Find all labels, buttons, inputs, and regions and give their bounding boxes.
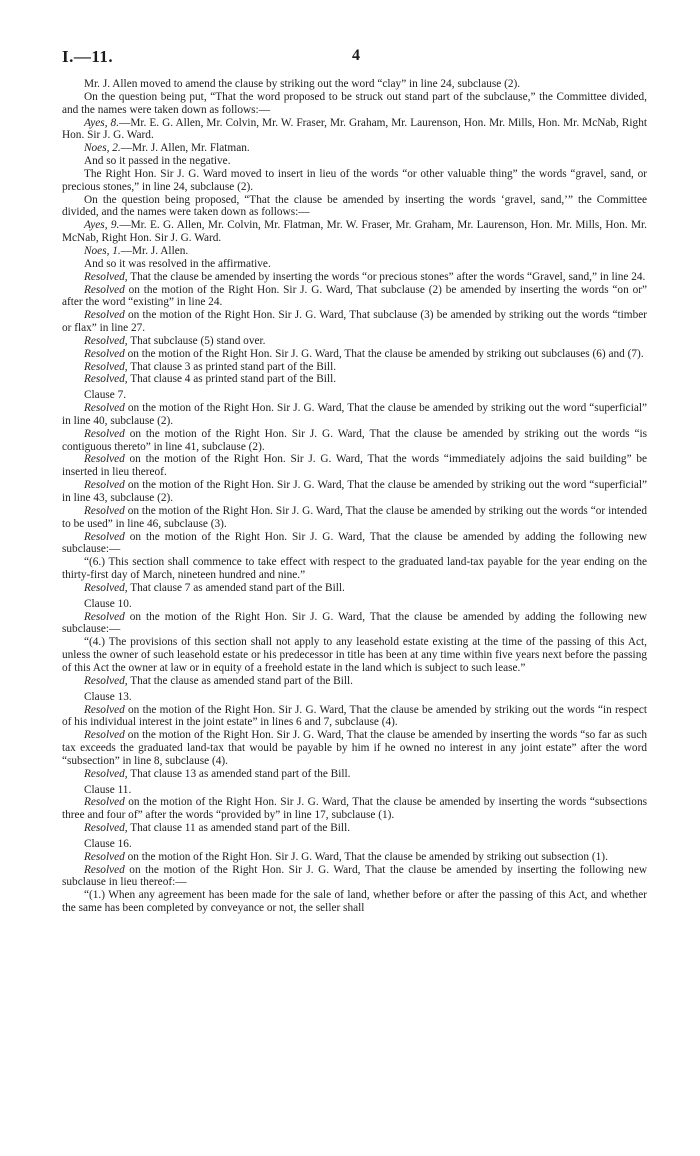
minute-paragraph (62, 768, 647, 781)
paragraph-text: on the motion of the Right Hon. Sir J. G. Ward, That the clause be amended by striking out the word “superficial” in line 40, subclause (2). (62, 402, 647, 427)
minute-paragraph (62, 704, 647, 730)
minute-paragraph (62, 582, 647, 595)
minute-paragraph (62, 402, 647, 428)
minute-paragraph (62, 453, 647, 479)
paragraph-text: on the motion of the Right Hon. Sir J. G. Ward, That the clause be amended by adding the following new subclause:— (62, 610, 647, 636)
paragraph-lead: Resolved (84, 453, 125, 466)
minute-paragraph (62, 505, 647, 531)
paragraph-text: on the motion of the Right Hon. Sir J. G. Ward, That the clause be amended by inserting the words “so far as such tax exceeds the graduated land-tax that would be payable by him if he owned no interest in any joint estate” after the word “subsection” in line 8, subclause (4). (62, 729, 647, 767)
paragraph-text: on the motion of the Right Hon. Sir J. G. Ward, That the clause be amended by striking out the words “is contiguous thereto” in line 41, subclause (2). (62, 427, 647, 453)
minute-paragraph (62, 142, 647, 155)
paragraph-lead: Resolved, (84, 674, 128, 687)
paragraph-lead: Resolved (84, 703, 125, 716)
paragraph-text: on the motion of the Right Hon. Sir J. G. Ward, That the clause be amended by striking out the word “superficial” in line 43, subclause (2). (62, 479, 647, 504)
document-body (62, 78, 647, 915)
clause-heading: Clause 13. (84, 690, 132, 703)
paragraph-text: —Mr. J. Allen, Mr. Flatman. (120, 142, 250, 155)
paragraph-lead: Noes, 2. (84, 142, 121, 155)
clause-heading: Clause 10. (84, 597, 132, 610)
document-reference: I.—11. (62, 47, 114, 66)
clause-heading: Clause 16. (84, 837, 132, 850)
paragraph-text: on the motion of the Right Hon. Sir J. G. Ward, That the clause be amended by inserting the following new subclause in lieu thereof:— (62, 863, 647, 889)
minute-paragraph: On the question being proposed, “That the clause be amended by inserting the words ‘gravel, sand,’” the Committee divided, and the names were taken down as follows:— (62, 193, 647, 219)
minute-paragraph (62, 428, 647, 454)
paragraph-text: That clause 11 as amended stand part of the Bill. (127, 822, 351, 835)
paragraph-lead: Resolved (84, 479, 125, 492)
paragraph-lead: Resolved, (84, 373, 128, 386)
paragraph-lead: Resolved (84, 863, 125, 876)
page-header (62, 47, 650, 71)
minute-paragraph: On the question being put, “That the word proposed to be struck out stand part of the subclause,” the Committee divided, and the names were taken down as follows:— (62, 90, 647, 116)
paragraph-lead: Resolved (84, 729, 125, 742)
paragraph-text: That clause 4 as printed stand part of the Bill. (127, 373, 337, 386)
minute-paragraph (62, 245, 647, 258)
minute-paragraph (62, 531, 647, 557)
minute-paragraph: “(4.) The provisions of this section shall not apply to any leasehold estate existing at the time of the passing of this Act, unless the owner of such leasehold estate or his predecessor in title has been at any time within five years next before the passing of this Act the owner at law or in equity of a freehold estate in the land which is subject to such lease.” (62, 636, 647, 674)
paragraph-lead: Resolved (84, 283, 125, 296)
paragraph-lead: Resolved, (84, 822, 128, 835)
paragraph-text: —Mr. E. G. Allen, Mr. Colvin, Mr. W. Fraser, Mr. Graham, Mr. Laurenson, Hon. Mr. Mills, Hon. Mr. McNab, Right Hon. Sir J. G. Ward. (62, 116, 647, 142)
minute-paragraph (62, 348, 647, 361)
paragraph-text: on the motion of the Right Hon. Sir J. G. Ward, That the clause be amended by striking out the words “or intended to be used” in line 46, subclause (3). (62, 504, 647, 530)
paragraph-text: on the motion of the Right Hon. Sir J. G. Ward, That the clause be amended by striking out subclauses (6) and (7). (124, 347, 644, 360)
paragraph-text: on the motion of the Right Hon. Sir J. G. Ward, That subclause (2) be amended by inserting the words “on or” after the word “existing” in line 24. (62, 283, 647, 309)
paragraph-lead: Resolved (84, 850, 125, 863)
paragraph-text: That subclause (5) stand over. (127, 334, 266, 347)
paragraph-lead: Ayes, 8. (84, 116, 120, 129)
paragraph-lead: Resolved, (84, 581, 128, 594)
minute-paragraph: “(1.) When any agreement has been made for the sale of land, whether before or after the passing of this Act, and whether the same has been completed by conveyance or not, the seller shall (62, 889, 647, 915)
minute-paragraph: And so it was resolved in the affirmative. (84, 257, 271, 270)
minute-paragraph: The Right Hon. Sir J. G. Ward moved to insert in lieu of the words “or other valuable thing” the words “gravel, sand, or precious stones,” in line 24, subclause (2). (62, 167, 647, 193)
paragraph-text: —Mr. E. G. Allen, Mr. Colvin, Mr. Flatman, Mr. W. Fraser, Mr. Graham, Mr. Laurenson, Hon. Mr. Mills, Hon. Mr. McNab, Right Hon. Sir J. G. Ward. (62, 219, 647, 245)
paragraph-text: —Mr. J. Allen. (120, 244, 189, 257)
minute-paragraph (62, 309, 647, 335)
paragraph-text: That clause 7 as amended stand part of the Bill. (127, 581, 345, 594)
paragraph-lead: Resolved (84, 530, 125, 543)
clause-heading: Clause 7. (84, 389, 127, 402)
paragraph-text: on the motion of the Right Hon. Sir J. G. Ward, That the clause be amended by adding the following new subclause:— (62, 530, 647, 556)
minute-paragraph: And so it passed in the negative. (84, 155, 231, 168)
minute-paragraph: Mr. J. Allen moved to amend the clause by striking out the word “clay” in line 24, subclause (2). (84, 78, 521, 90)
minute-paragraph (62, 271, 647, 284)
paragraph-lead: Resolved (84, 610, 125, 623)
paragraph-lead: Resolved (84, 504, 125, 517)
paragraph-text: on the motion of the Right Hon. Sir J. G. Ward, That subclause (3) be amended by striking out the words “timber or flax” in line 27. (62, 309, 647, 335)
paragraph-lead: Resolved (84, 347, 125, 360)
minute-paragraph (62, 335, 647, 348)
paragraph-text: That clause 13 as amended stand part of the Bill. (127, 767, 351, 780)
paragraph-lead: Resolved (84, 309, 125, 322)
paragraph-lead: Resolved, (84, 767, 128, 780)
paragraph-lead: Resolved, (84, 270, 128, 283)
minute-paragraph (62, 373, 647, 386)
minute-paragraph: “(6.) This section shall commence to take effect with respect to the graduated land-tax payable for the year ending on the thirty-first day of March, nineteen hundred and nine.” (62, 556, 647, 582)
minute-paragraph (62, 851, 647, 864)
clause-heading: Clause 11. (84, 783, 132, 796)
minute-paragraph (62, 675, 647, 688)
paragraph-text: That the clause as amended stand part of the Bill. (127, 674, 353, 687)
paragraph-text: on the motion of the Right Hon. Sir J. G. Ward, That the clause be amended by inserting the words “subsections three and four of” after the words “provided by” in line 17, subclause (1). (62, 796, 647, 822)
minute-paragraph (62, 479, 647, 505)
minute-paragraph (62, 729, 647, 768)
paragraph-lead: Resolved, (84, 360, 128, 373)
paragraph-text: on the motion of the Right Hon. Sir J. G. Ward, That the clause be amended by striking out the words “in respect of his individual interest in the joint estate” in lines 6 and 7, subclause (4). (62, 703, 647, 729)
paragraph-text: on the motion of the Right Hon. Sir J. G. Ward, That the words “immediately adjoins the said building” be inserted in lieu thereof. (62, 453, 647, 479)
minute-paragraph (62, 864, 647, 890)
minute-paragraph (62, 219, 647, 245)
paragraph-lead: Resolved (84, 402, 125, 415)
paragraph-lead: Resolved (84, 796, 125, 809)
minute-paragraph (62, 796, 647, 822)
paragraph-text: on the motion of the Right Hon. Sir J. G. Ward, That the clause be amended by striking out subsection (1). (124, 850, 608, 863)
minute-paragraph (62, 611, 647, 637)
minute-paragraph (62, 117, 647, 143)
paragraph-lead: Resolved (84, 427, 125, 440)
minute-paragraph (62, 361, 647, 374)
paragraph-lead: Noes, 1. (84, 244, 121, 257)
paragraph-text: That the clause be amended by inserting the words “or precious stones” after the words “Gravel, sand,” in line 24. (127, 270, 646, 283)
minute-paragraph (62, 822, 647, 835)
minute-paragraph (62, 284, 647, 310)
page-number: 4 (352, 47, 360, 64)
paragraph-lead: Resolved, (84, 334, 128, 347)
paragraph-lead: Ayes, 9. (84, 219, 120, 232)
paragraph-text: That clause 3 as printed stand part of the Bill. (127, 360, 337, 373)
